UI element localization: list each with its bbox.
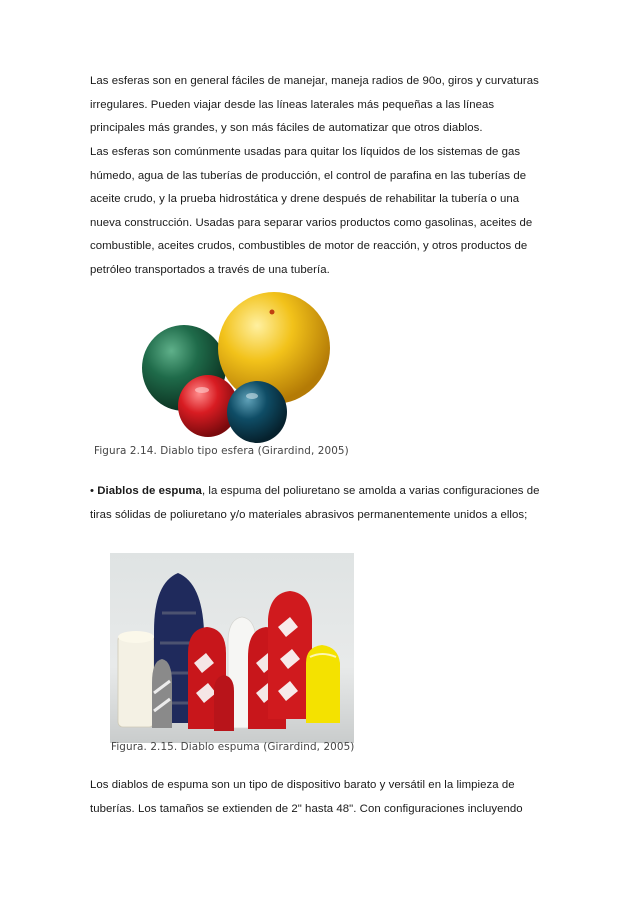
- small-red-foam-pig: [214, 675, 234, 731]
- paragraph-foam-pigs: [90, 480, 552, 527]
- figure-sphere-pigs: [124, 290, 334, 450]
- sphere-pigs-image: [124, 290, 334, 450]
- paragraph-spheres-handling: Las esferas son en general fáciles de manejar, maneja radios de 90o, giros y curvaturas irregulares. Pueden viajar desde las líneas laterales más pequeñas a las líneas principales más grandes, y son más fáciles de automatizar que otros diablos.: [90, 75, 539, 134]
- figure-caption-spheres: Figura 2.14. Diablo tipo esfera (Girardind, 2005): [94, 445, 349, 457]
- paragraph-spheres-uses: Las esferas son comúnmente usadas para quitar los líquidos de los sistemas de gas húmedo, agua de las tuberías de producción, el control de parafina en las tuberías de aceite crudo, y la prueba hidrostática y drene después de rehabilitar la tubería o una nueva construcción. Usadas para separar varios productos como gasolinas, aceites de combustible, aceites crudos, combustibles de motor de reacción, y otros productos de petróleo transportados a través de una tubería.: [90, 146, 533, 276]
- foam-pigs-image: [110, 553, 354, 743]
- term-diablos-de-espuma: Diablos de espuma: [97, 485, 202, 497]
- blue-sphere: [227, 381, 287, 443]
- figure-foam-pigs: [110, 553, 354, 743]
- paragraph-foam-pigs-details: Los diablos de espuma son un tipo de dispositivo barato y versátil en la limpieza de tuberías. Los tamaños se extienden de 2" hasta 48". Con configuraciones incluyendo: [90, 779, 523, 815]
- figure-caption-foam-pigs: Figura. 2.15. Diablo espuma (Girardind, 2005): [111, 741, 355, 753]
- foam-pigs-description: , la espuma del poliuretano se amolda a varias configuraciones de tiras sólidas de poliuretano y/o materiales abrasivos permanentemente unidos a ellos;: [90, 485, 540, 521]
- white-foam-pig: [118, 635, 154, 727]
- bullet-icon: •: [90, 485, 95, 497]
